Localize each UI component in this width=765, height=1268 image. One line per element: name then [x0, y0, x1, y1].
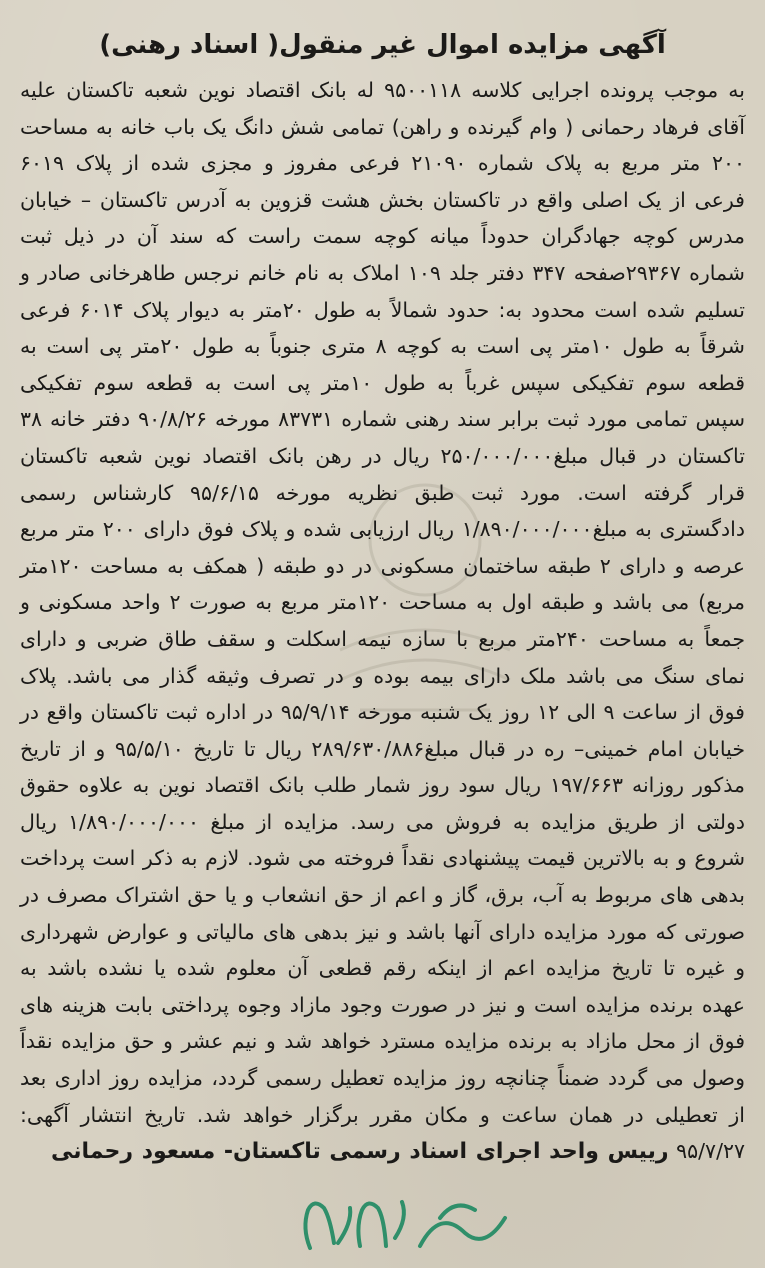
- handwritten-number-stamp: [290, 1188, 520, 1258]
- signature: رییس واحد اجرای اسناد رسمی تاکستان- مسعود رحمانی: [50, 1139, 669, 1165]
- notice-body-text: به موجب پرونده اجرایی کلاسه ۹۵۰۰۱۱۸ له بانک اقتصاد نوین شعبه تاکستان علیه آقای فرهاد رحمانی ( وام گیرنده و راهن) تمامی شش دانگ یک باب خانه به مساحت ۲۰۰ متر مربع به پلاک شماره ۲۱۰۹۰ فرعی مفروز و مجزی شده از پلاک ۶۰۱۹ فرعی از یک اصلی واقع در تاکستان بخش هشت قزوین به آدرس تاکستان – خیابان مدرس کوچه جهادگران حدوداً میانه کوچه سمت راست که سند آن در ذیل ثبت شماره ۲۹۳۶۷صفحه ۳۴۷ دفتر جلد ۱۰۹ املاک به نام خانم نرجس طاهرخانی صادر و تسلیم شده است محدود به: حدود شمالاً به طول ۲۰متر به دیوار پلاک ۶۰۱۴ فرعی شرقاً به طول ۱۰متر پی است به کوچه ۸ متری جنوباً به طول ۲۰متر پی است به قطعه سوم تفکیکی سپس غرباً به طول ۱۰متر پی است به قطعه سوم تفکیکی سپس تمامی مورد ثبت برابر سند رهنی شماره ۸۳۷۳۱ مورخه ۹۰/۸/۲۶ دفتر خانه ۳۸ تاکستان در قبال مبلغ۲۵۰/۰۰۰/۰۰۰ ریال در رهن بانک اقتصاد نوین شعبه تاکستان قرار گرفته است. مورد ثبت طبق نظریه مورخه ۹۵/۶/۱۵ کارشناس رسمی دادگستری به مبلغ۱/۸۹۰/۰۰۰/۰۰۰ ریال ارزیابی شده و پلاک فوق دارای ۲۰۰ متر مربع عرصه و دارای ۲ طبقه ساختمان مسکونی در دو طبقه ( همکف به مساحت ۱۲۰متر مربع) می باشد و طبقه اول به مساحت ۱۲۰متر مربع به صورت ۲ واحد مسکونی و جمعاً به مساحت ۲۴۰متر مربع با سازه نیمه اسکلت و سقف طاق ضربی و دارای نمای سنگ می باشد ملک دارای بیمه بوده و در تصرف وثیقه گذار می باشد. پلاک فوق از ساعت ۹ الی ۱۲ روز یک شنبه مورخه ۹۵/۹/۱۴ در اداره ثبت تاکستان واقع در خیابان امام خمینی– ره در قبال مبلغ۲۸۹/۶۳۰/۸۸۶ ریال تا تاریخ ۹۵/۵/۱۰ و از تاریخ مذکور روزانه ۱۹۷/۶۶۳ ریال سود روز شمار طلب بانک اقتصاد نوین به علاوه حقوق دولتی از طریق مزایده به فروش می رسد. مزایده از مبلغ ۱/۸۹۰/۰۰۰/۰۰۰ ریال شروع و به بالاترین قیمت پیشنهادی نقداً فروخته می شود. لازم به ذکر است پرداخت بدهی های مربوط به آب، برق، گاز و اعم از حق انشعاب و یا حق اشتراک مصرف در صورتی که مورد مزایده دارای آنها باشد و نیز بدهی های مالیاتی و عوارض شهرداری و غیره تا تاریخ مزایده اعم از اینکه رقم قطعی آن معلوم شده یا نشده باشد به عهده برنده مزایده است و نیز در صورت وجود مازاد وجوه پرداختی بابت هزینه های فوق از محل مازاد به برنده مزایده مسترد خواهد شد و نیم عشر و حق مزایده نقداً وصول می گردد ضمناً چنانچه روز مزایده تعطیل رسمی گردد، مزایده روز اداری بعد از تعطیلی در همان ساعت و مکان مقرر برگزار خواهد شد. تاریخ انتشار آگهی: ۹۵/۷/۲۷: [20, 78, 746, 1164]
- notice-title: آگهی مزایده اموال غیر منقول( اسناد رهنی): [99, 30, 666, 60]
- notice-body: [20, 72, 745, 1171]
